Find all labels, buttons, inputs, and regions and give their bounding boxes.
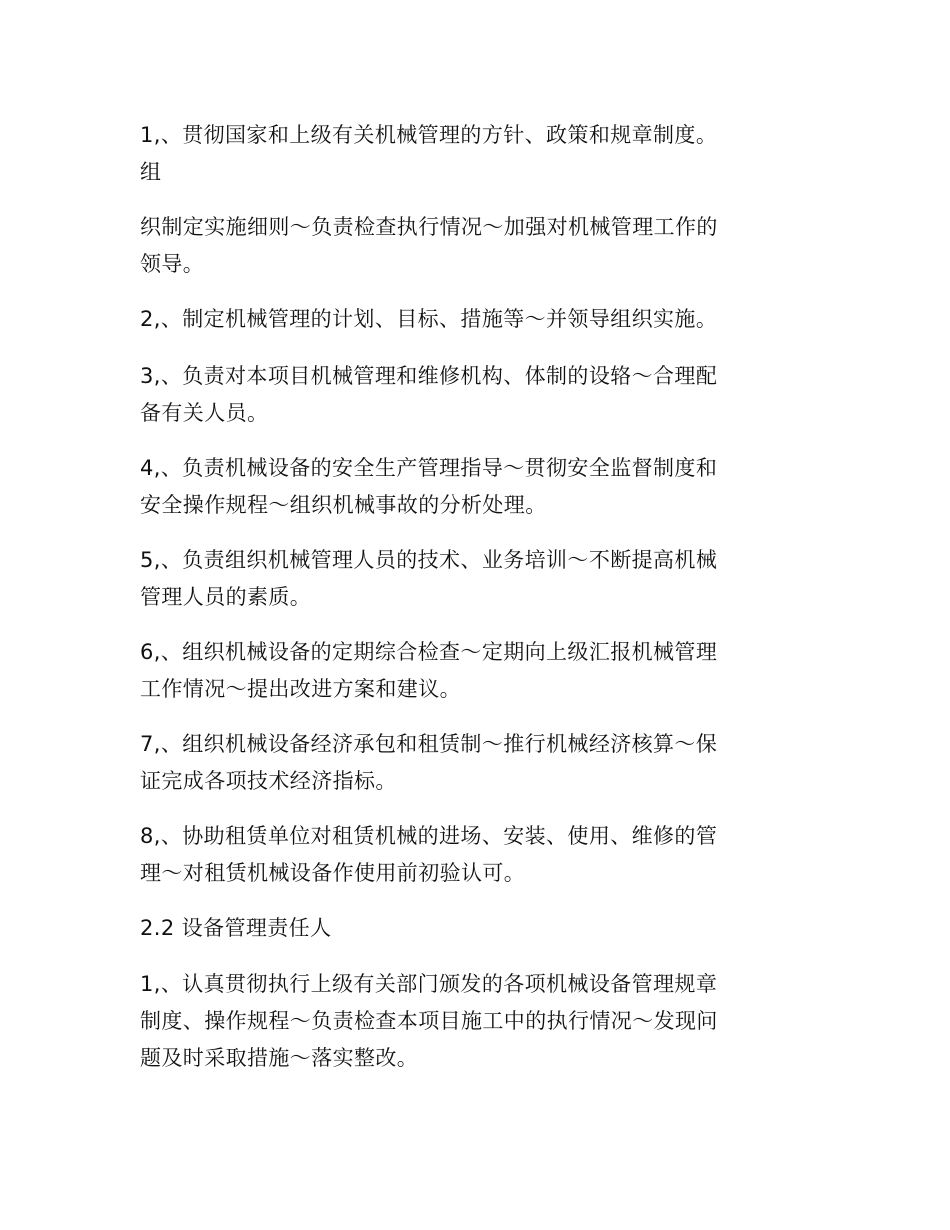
text-line: 3,、负责对本项目机械管理和维修机构、体制的设辂～合理配 (140, 364, 718, 388)
text-line: 工作情况～提出改进方案和建议。 (140, 677, 461, 701)
text-line: 7,、组织机械设备经济承包和租赁制～推行机械经济核算～保 (140, 732, 718, 756)
paragraph-4 (140, 358, 805, 432)
text-line: 5,、负责组织机械管理人员的技术、业务培训～不断提高机械 (140, 548, 718, 572)
text-line: 安全操作规程～组织机械事故的分析处理。 (140, 493, 547, 517)
text-line: 8,、协助租赁单位对租赁机械的进场、安装、使用、维修的管 (140, 824, 718, 848)
text-line: 备有关人员。 (140, 401, 269, 425)
text-line: 1,、贯彻国家和上级有关机械管理的方针、政策和规章制度。 (140, 123, 718, 147)
text-line: 证完成各项技术经济指标。 (140, 769, 397, 793)
text-line: 组 (140, 160, 162, 184)
heading-text: 2.2 设备管理责任人 (140, 916, 332, 940)
section-heading (140, 910, 805, 947)
text-line: 1,、认真贯彻执行上级有关部门颁发的各项机械设备管理规章 (140, 972, 718, 996)
text-line: 制度、操作规程～负责检查本项目施工中的执行情况～发现问 (140, 1009, 718, 1033)
paragraph-10 (140, 966, 805, 1077)
text-line: 织制定实施细则～负责检查执行情况～加强对机械管理工作的 (140, 215, 718, 239)
text-line: 4,、负责机械设备的安全生产管理指导～贯彻安全监督制度和 (140, 456, 718, 480)
text-line: 6,、组织机械设备的定期综合检查～定期向上级汇报机械管理 (140, 640, 718, 664)
paragraph-6 (140, 542, 805, 616)
text-line: 题及时采取措施～落实整改。 (140, 1046, 419, 1070)
paragraph-3 (140, 301, 805, 338)
paragraph-7 (140, 634, 805, 708)
paragraph-8 (140, 726, 805, 800)
paragraph-9 (140, 818, 805, 892)
paragraph-1 (140, 117, 805, 191)
paragraph-5 (140, 450, 805, 524)
text-line: 领导。 (140, 252, 205, 276)
text-line: 管理人员的素质。 (140, 585, 312, 609)
text-line: 2,、制定机械管理的计划、目标、措施等～并领导组织实施。 (140, 307, 718, 331)
paragraph-2 (140, 209, 805, 283)
text-line: 理～对租赁机械设备作使用前初验认可。 (140, 861, 526, 885)
